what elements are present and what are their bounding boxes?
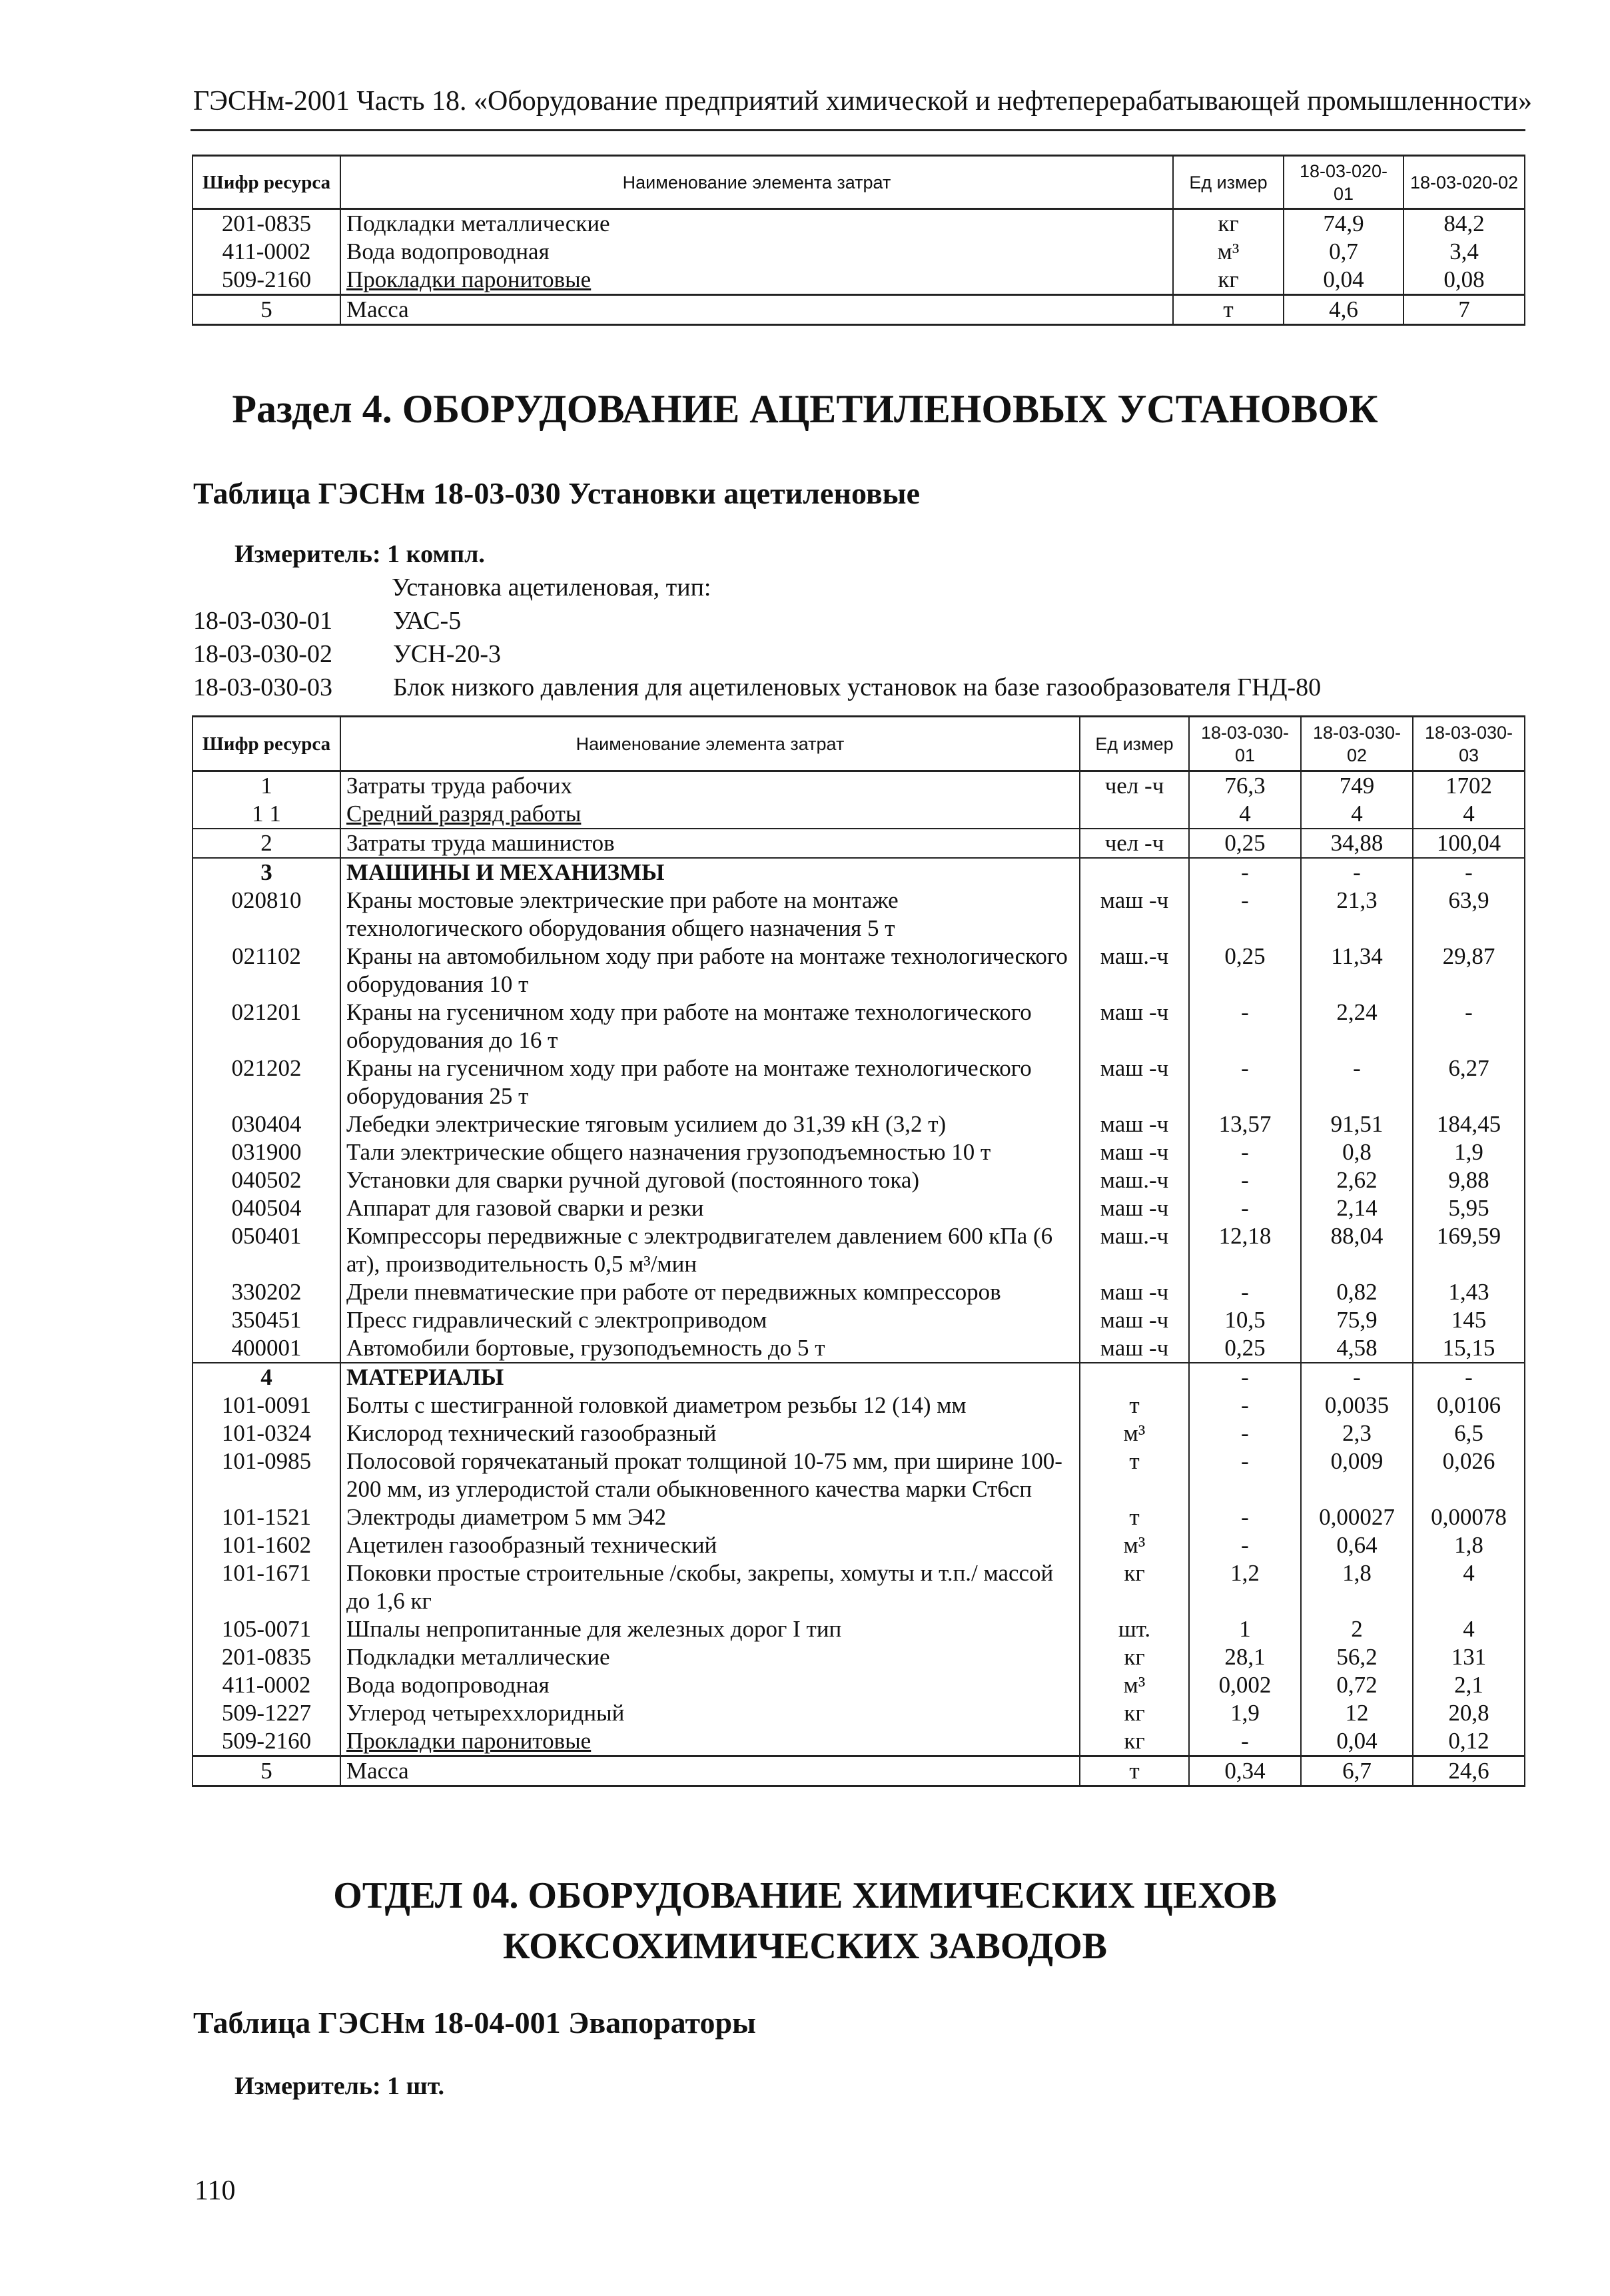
header-divider — [191, 129, 1525, 131]
table-row — [193, 943, 1525, 998]
value-variant-02: 0,82 — [1301, 1278, 1413, 1306]
unit-of-measure — [1080, 1363, 1189, 1391]
value-variant-02: 21,3 — [1301, 887, 1413, 943]
value-variant-01: - — [1189, 1138, 1301, 1166]
resource-name: Углерод четыреххлоридный — [340, 1699, 1080, 1727]
value-variant-02: 6,7 — [1301, 1756, 1413, 1786]
table-row — [193, 1419, 1525, 1447]
value-variant-02: 75,9 — [1301, 1306, 1413, 1334]
resource-code: 5 — [193, 1756, 340, 1786]
value-variant-03: 1,43 — [1413, 1278, 1525, 1306]
unit-of-measure — [1080, 858, 1189, 887]
table-row — [193, 1727, 1525, 1756]
value-variant-01: 1,2 — [1189, 1559, 1301, 1615]
table-row — [193, 1054, 1525, 1110]
resource-name: Дрели пневматические при работе от передвижных компрессоров — [340, 1278, 1080, 1306]
resource-name: Электроды диаметром 5 мм Э42 — [340, 1503, 1080, 1531]
resource-name: Масса — [340, 295, 1173, 325]
value-variant-03: 100,04 — [1413, 829, 1525, 858]
value-variant-03: 145 — [1413, 1306, 1525, 1334]
value-variant-02: 4,58 — [1301, 1334, 1413, 1363]
department-title-line-2: КОКСОХИМИЧЕСКИХ ЗАВОДОВ — [502, 1926, 1108, 1967]
value-variant-01: - — [1189, 1278, 1301, 1306]
unit-of-measure — [1080, 800, 1189, 829]
resource-code: 101-0324 — [193, 1419, 340, 1447]
resource-name: Краны мостовые электрические при работе на монтаже технологического оборудования общего назначения 5 т — [340, 887, 1080, 943]
table-row — [193, 771, 1525, 801]
resource-name: Средний разряд работы — [340, 800, 1080, 829]
value-variant-02: 0,0035 — [1301, 1391, 1413, 1419]
col-header-variant-03: 18-03-030-03 — [1413, 717, 1525, 771]
value-variant-02: 12 — [1301, 1699, 1413, 1727]
value-variant-03: 4 — [1413, 1559, 1525, 1615]
value-variant-02: 2,14 — [1301, 1194, 1413, 1222]
table-row — [193, 887, 1525, 943]
value-variant-02: 0,00027 — [1301, 1503, 1413, 1531]
unit-of-measure: маш -ч — [1080, 1334, 1189, 1363]
unit-of-measure: маш -ч — [1080, 1138, 1189, 1166]
col-header-code: Шифр ресурса — [193, 717, 340, 771]
section-title: Раздел 4. ОБОРУДОВАНИЕ АЦЕТИЛЕНОВЫХ УСТАНОВОК — [232, 387, 1378, 431]
resource-name: Прокладки паронитовые — [340, 266, 1173, 295]
variant-heading: Установка ацетиленовая, тип: — [392, 574, 711, 601]
resource-code: 040502 — [193, 1166, 340, 1194]
value-variant-01: 4 — [1189, 800, 1301, 829]
value-variant-01: - — [1189, 998, 1301, 1054]
value-variant-03: 24,6 — [1413, 1756, 1525, 1786]
unit-of-measure: маш.-ч — [1080, 943, 1189, 998]
col-header-variant-02: 18-03-020-02 — [1404, 156, 1525, 209]
resource-name: Шпалы непропитанные для железных дорог I тип — [340, 1615, 1080, 1643]
unit-of-measure: кг — [1080, 1643, 1189, 1671]
value-variant-01: - — [1189, 1419, 1301, 1447]
unit-of-measure: м³ — [1080, 1671, 1189, 1699]
resource-name: МАШИНЫ И МЕХАНИЗМЫ — [340, 858, 1080, 887]
unit-of-measure: маш -ч — [1080, 1110, 1189, 1138]
measure-unit: Измеритель: 1 компл. — [234, 540, 485, 568]
variant-row — [193, 673, 1525, 702]
value-variant-03: - — [1413, 1363, 1525, 1391]
unit-of-measure: маш -ч — [1080, 1054, 1189, 1110]
resource-name: Полосовой горячекатаный прокат толщиной 10-75 мм, при ширине 100-200 мм, из углеродистой стали обыкновенного качества марки Ст6сп — [340, 1447, 1080, 1503]
resource-code: 031900 — [193, 1138, 340, 1166]
table-row — [193, 1278, 1525, 1306]
value-variant-02: 2 — [1301, 1615, 1413, 1643]
value-variant-01: 0,04 — [1284, 266, 1404, 295]
resource-code: 4 — [193, 1363, 340, 1391]
unit-of-measure: маш.-ч — [1080, 1222, 1189, 1278]
department-title-line-1: ОТДЕЛ 04. ОБОРУДОВАНИЕ ХИМИЧЕСКИХ ЦЕХОВ — [333, 1875, 1277, 1916]
resource-name: Прокладки паронитовые — [340, 1727, 1080, 1756]
col-header-name: Наименование элемента затрат — [340, 717, 1080, 771]
table-row — [193, 1503, 1525, 1531]
table-row — [193, 829, 1525, 858]
value-variant-02: 0,08 — [1404, 266, 1525, 295]
value-variant-02: 0,009 — [1301, 1447, 1413, 1503]
resource-name: Подкладки металлические — [340, 1643, 1080, 1671]
col-header-code: Шифр ресурса — [193, 156, 340, 209]
variant-code: 18-03-030-01 — [193, 607, 332, 635]
unit-of-measure: кг — [1080, 1559, 1189, 1615]
resource-name: Вода водопроводная — [340, 1671, 1080, 1699]
table-row — [193, 295, 1525, 325]
unit-of-measure: маш -ч — [1080, 998, 1189, 1054]
value-variant-01: 0,7 — [1284, 238, 1404, 266]
value-variant-01: 74,9 — [1284, 209, 1404, 238]
resource-name: Кислород технический газообразный — [340, 1419, 1080, 1447]
value-variant-03: 5,95 — [1413, 1194, 1525, 1222]
resource-code: 101-1521 — [193, 1503, 340, 1531]
table-title: Таблица ГЭСНм 18-03-030 Установки ацетиленовые — [193, 476, 920, 510]
value-variant-02: 2,62 — [1301, 1166, 1413, 1194]
table-row — [193, 1559, 1525, 1615]
value-variant-02: 34,88 — [1301, 829, 1413, 858]
resource-code: 509-2160 — [193, 1727, 340, 1756]
value-variant-02: 2,3 — [1301, 1419, 1413, 1447]
resource-name: Ацетилен газообразный технический — [340, 1531, 1080, 1559]
value-variant-01: - — [1189, 1054, 1301, 1110]
resource-name: Краны на гусеничном ходу при работе на монтаже технологического оборудования до 16 т — [340, 998, 1080, 1054]
resource-name: Пресс гидравлический с электроприводом — [340, 1306, 1080, 1334]
value-variant-01: - — [1189, 1727, 1301, 1756]
value-variant-03: 9,88 — [1413, 1166, 1525, 1194]
value-variant-02: 7 — [1404, 295, 1525, 325]
resource-code: 101-1602 — [193, 1531, 340, 1559]
unit-of-measure: маш -ч — [1080, 1278, 1189, 1306]
resource-code: 5 — [193, 295, 340, 325]
value-variant-03: 2,1 — [1413, 1671, 1525, 1699]
value-variant-01: 0,34 — [1189, 1756, 1301, 1786]
value-variant-03: 6,5 — [1413, 1419, 1525, 1447]
value-variant-01: - — [1189, 1447, 1301, 1503]
value-variant-03: 0,026 — [1413, 1447, 1525, 1503]
resource-name: Поковки простые строительные /скобы, закрепы, хомуты и т.п./ массой до 1,6 кг — [340, 1559, 1080, 1615]
value-variant-03: - — [1413, 858, 1525, 887]
table-row — [193, 1699, 1525, 1727]
variant-row — [193, 639, 1525, 669]
resource-name: Лебедки электрические тяговым усилием до 31,39 кН (3,2 т) — [340, 1110, 1080, 1138]
value-variant-03: 29,87 — [1413, 943, 1525, 998]
resource-name: Аппарат для газовой сварки и резки — [340, 1194, 1080, 1222]
resource-name: Установки для сварки ручной дуговой (постоянного тока) — [340, 1166, 1080, 1194]
table-row — [193, 1391, 1525, 1419]
resource-name: Болты с шестигранной головкой диаметром резьбы 12 (14) мм — [340, 1391, 1080, 1419]
value-variant-03: 0,12 — [1413, 1727, 1525, 1756]
value-variant-03: 6,27 — [1413, 1054, 1525, 1110]
table-row — [193, 1447, 1525, 1503]
measure-unit-18-04-001: Измеритель: 1 шт. — [234, 2072, 445, 2100]
value-variant-03: 20,8 — [1413, 1699, 1525, 1727]
value-variant-02: 11,34 — [1301, 943, 1413, 998]
unit-of-measure: кг — [1173, 209, 1284, 238]
col-header-variant-01: 18-03-030-01 — [1189, 717, 1301, 771]
resource-code: 509-2160 — [193, 266, 340, 295]
resource-name: Вода водопроводная — [340, 238, 1173, 266]
unit-of-measure: м³ — [1080, 1419, 1189, 1447]
value-variant-03: 131 — [1413, 1643, 1525, 1671]
resource-code: 021202 — [193, 1054, 340, 1110]
variant-row — [193, 606, 1525, 635]
resource-code: 330202 — [193, 1278, 340, 1306]
resource-name: Тали электрические общего назначения грузоподъемностью 10 т — [340, 1138, 1080, 1166]
value-variant-01: 28,1 — [1189, 1643, 1301, 1671]
resource-code: 101-0985 — [193, 1447, 340, 1503]
resource-code: 040504 — [193, 1194, 340, 1222]
unit-of-measure: т — [1080, 1503, 1189, 1531]
resource-name: Затраты труда машинистов — [340, 829, 1080, 858]
table-row — [193, 1363, 1525, 1391]
value-variant-03: 4 — [1413, 800, 1525, 829]
resource-name: Краны на гусеничном ходу при работе на монтаже технологического оборудования 25 т — [340, 1054, 1080, 1110]
unit-of-measure: т — [1080, 1756, 1189, 1786]
department-title — [0, 1870, 1610, 1972]
table-title-18-04-001: Таблица ГЭСНм 18-04-001 Эвапораторы — [193, 2006, 756, 2040]
value-variant-01: - — [1189, 1194, 1301, 1222]
resource-code: 105-0071 — [193, 1615, 340, 1643]
unit-of-measure: чел -ч — [1080, 771, 1189, 801]
table-row — [193, 1615, 1525, 1643]
value-variant-01: - — [1189, 1166, 1301, 1194]
table-row — [193, 1531, 1525, 1559]
unit-of-measure: маш -ч — [1080, 1194, 1189, 1222]
table-row — [193, 1306, 1525, 1334]
value-variant-01: 4,6 — [1284, 295, 1404, 325]
value-variant-03: 169,59 — [1413, 1222, 1525, 1278]
variant-name: Блок низкого давления для ацетиленовых установок на базе газообразователя ГНД-80 — [393, 673, 1322, 701]
value-variant-01: 0,25 — [1189, 943, 1301, 998]
resource-code: 350451 — [193, 1306, 340, 1334]
resource-name: Подкладки металлические — [340, 209, 1173, 238]
value-variant-02: 749 — [1301, 771, 1413, 801]
resource-code: 030404 — [193, 1110, 340, 1138]
resource-name: Затраты труда рабочих — [340, 771, 1080, 801]
resource-code: 101-1671 — [193, 1559, 340, 1615]
value-variant-01: 12,18 — [1189, 1222, 1301, 1278]
col-header-unit: Ед измер — [1080, 717, 1189, 771]
unit-of-measure: т — [1080, 1391, 1189, 1419]
value-variant-01: - — [1189, 1363, 1301, 1391]
unit-of-measure: м³ — [1173, 238, 1284, 266]
table-row — [193, 1110, 1525, 1138]
value-variant-01: - — [1189, 887, 1301, 943]
unit-of-measure: кг — [1080, 1699, 1189, 1727]
resource-table-18-03-030 — [192, 715, 1525, 1787]
resource-code: 400001 — [193, 1334, 340, 1363]
unit-of-measure: шт. — [1080, 1615, 1189, 1643]
resource-code: 1 1 — [193, 800, 340, 829]
resource-code: 021102 — [193, 943, 340, 998]
unit-of-measure: кг — [1080, 1727, 1189, 1756]
resource-code: 411-0002 — [193, 1671, 340, 1699]
value-variant-02: 1,8 — [1301, 1559, 1413, 1615]
variant-name: УАС-5 — [393, 607, 462, 635]
value-variant-02: 91,51 — [1301, 1110, 1413, 1138]
value-variant-03: 1702 — [1413, 771, 1525, 801]
value-variant-02: - — [1301, 1363, 1413, 1391]
variant-code: 18-03-030-03 — [193, 673, 332, 701]
value-variant-02: 0,8 — [1301, 1138, 1413, 1166]
resource-name: Масса — [340, 1756, 1080, 1786]
col-header-variant-01: 18-03-020-01 — [1284, 156, 1404, 209]
table-row — [193, 1643, 1525, 1671]
table-row — [193, 266, 1525, 295]
value-variant-03: 4 — [1413, 1615, 1525, 1643]
value-variant-02: 4 — [1301, 800, 1413, 829]
resource-name: Компрессоры передвижные с электродвигателем давлением 600 кПа (6 ат), производительность 0,5 м³/мин — [340, 1222, 1080, 1278]
value-variant-01: - — [1189, 1503, 1301, 1531]
value-variant-03: - — [1413, 998, 1525, 1054]
variant-code: 18-03-030-02 — [193, 640, 332, 668]
value-variant-03: 0,00078 — [1413, 1503, 1525, 1531]
variant-name: УСН-20-3 — [393, 640, 502, 668]
resource-code: 201-0835 — [193, 1643, 340, 1671]
resource-code: 509-1227 — [193, 1699, 340, 1727]
resource-name: Краны на автомобильном ходу при работе на монтаже технологического оборудования 10 т — [340, 943, 1080, 998]
page-number: 110 — [195, 2175, 236, 2206]
value-variant-02: 0,72 — [1301, 1671, 1413, 1699]
resource-name: Автомобили бортовые, грузоподъемность до 5 т — [340, 1334, 1080, 1363]
value-variant-02: - — [1301, 858, 1413, 887]
table-row — [193, 1671, 1525, 1699]
resource-code: 101-0091 — [193, 1391, 340, 1419]
value-variant-01: - — [1189, 858, 1301, 887]
value-variant-03: 184,45 — [1413, 1110, 1525, 1138]
col-header-unit: Ед измер — [1173, 156, 1284, 209]
table-row — [193, 1222, 1525, 1278]
value-variant-03: 0,0106 — [1413, 1391, 1525, 1419]
resource-code: 201-0835 — [193, 209, 340, 238]
resource-name: МАТЕРИАЛЫ — [340, 1363, 1080, 1391]
value-variant-02: - — [1301, 1054, 1413, 1110]
unit-of-measure: т — [1080, 1447, 1189, 1503]
table-row — [193, 1334, 1525, 1363]
resource-code: 2 — [193, 829, 340, 858]
table-row — [193, 1756, 1525, 1786]
value-variant-01: 13,57 — [1189, 1110, 1301, 1138]
value-variant-01: 0,25 — [1189, 1334, 1301, 1363]
resource-code: 050401 — [193, 1222, 340, 1278]
unit-of-measure: т — [1173, 295, 1284, 325]
value-variant-01: 10,5 — [1189, 1306, 1301, 1334]
unit-of-measure: маш -ч — [1080, 887, 1189, 943]
value-variant-01: - — [1189, 1531, 1301, 1559]
resource-table-18-03-020 — [192, 155, 1525, 326]
table-row — [193, 1166, 1525, 1194]
value-variant-03: 1,9 — [1413, 1138, 1525, 1166]
resource-code: 020810 — [193, 887, 340, 943]
unit-of-measure: маш.-ч — [1080, 1166, 1189, 1194]
running-header: ГЭСНм-2001 Часть 18. «Оборудование предприятий химической и нефтеперерабатывающей промышленности» — [193, 86, 1532, 117]
col-header-name: Наименование элемента затрат — [340, 156, 1173, 209]
table-row — [193, 1194, 1525, 1222]
value-variant-02: 3,4 — [1404, 238, 1525, 266]
value-variant-02: 2,24 — [1301, 998, 1413, 1054]
value-variant-03: 63,9 — [1413, 887, 1525, 943]
unit-of-measure: кг — [1173, 266, 1284, 295]
value-variant-01: 1,9 — [1189, 1699, 1301, 1727]
table-row — [193, 238, 1525, 266]
resource-code: 1 — [193, 771, 340, 801]
value-variant-02: 56,2 — [1301, 1643, 1413, 1671]
value-variant-03: 1,8 — [1413, 1531, 1525, 1559]
value-variant-01: 0,25 — [1189, 829, 1301, 858]
value-variant-03: 15,15 — [1413, 1334, 1525, 1363]
table-row — [193, 998, 1525, 1054]
value-variant-02: 0,04 — [1301, 1727, 1413, 1756]
resource-code: 411-0002 — [193, 238, 340, 266]
resource-code: 021201 — [193, 998, 340, 1054]
value-variant-02: 0,64 — [1301, 1531, 1413, 1559]
unit-of-measure: чел -ч — [1080, 829, 1189, 858]
value-variant-02: 88,04 — [1301, 1222, 1413, 1278]
resource-code: 3 — [193, 858, 340, 887]
value-variant-01: 76,3 — [1189, 771, 1301, 801]
table-row — [193, 209, 1525, 238]
value-variant-01: 1 — [1189, 1615, 1301, 1643]
value-variant-01: - — [1189, 1391, 1301, 1419]
table-row — [193, 1138, 1525, 1166]
unit-of-measure: м³ — [1080, 1531, 1189, 1559]
unit-of-measure: маш -ч — [1080, 1306, 1189, 1334]
value-variant-01: 0,002 — [1189, 1671, 1301, 1699]
table-row — [193, 800, 1525, 829]
value-variant-02: 84,2 — [1404, 209, 1525, 238]
col-header-variant-02: 18-03-030-02 — [1301, 717, 1413, 771]
table-row — [193, 858, 1525, 887]
